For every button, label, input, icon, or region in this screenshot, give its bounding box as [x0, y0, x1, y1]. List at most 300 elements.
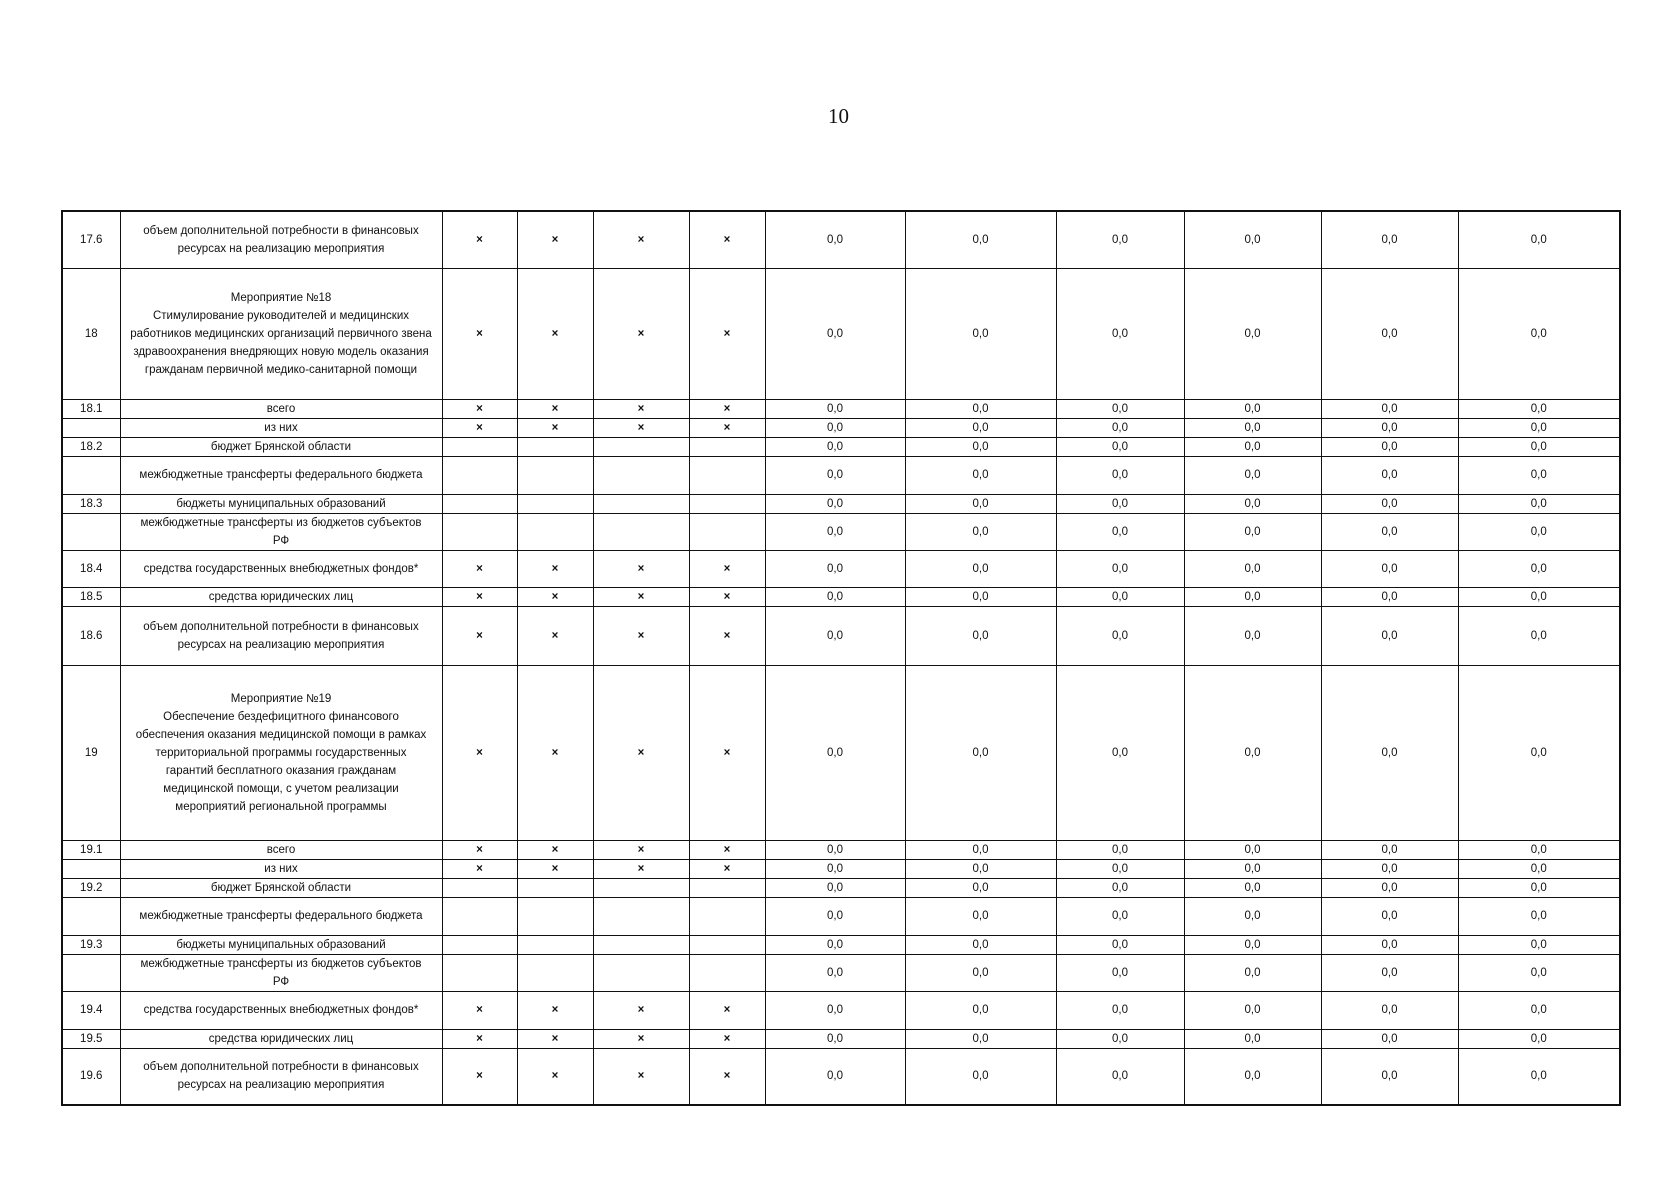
x-mark-cell: × [442, 1029, 517, 1048]
value-cell: 0,0 [1321, 665, 1458, 840]
x-mark-cell [442, 935, 517, 954]
value-cell: 0,0 [765, 897, 905, 935]
value-cell: 0,0 [1321, 268, 1458, 399]
description-line: всего [266, 402, 296, 415]
table-row [62, 954, 1620, 991]
x-mark-cell [517, 897, 593, 935]
value-cell: 0,0 [1056, 840, 1184, 859]
description-line: бюджет Брянской области [210, 440, 352, 453]
x-mark-cell [442, 878, 517, 897]
x-mark-cell: × [442, 587, 517, 606]
description-line: межбюджетные трансферты из бюджетов субъектов [140, 516, 422, 529]
value-cell: 0,0 [1184, 587, 1321, 606]
description-line: объем дополнительной потребности в финансовых [143, 620, 419, 633]
value-cell: 0,0 [1184, 606, 1321, 665]
value-cell: 0,0 [765, 859, 905, 878]
description-line: средства юридических лиц [208, 590, 354, 603]
value-cell: 0,0 [1184, 513, 1321, 550]
value-cell: 0,0 [905, 935, 1056, 954]
value-cell: 0,0 [1056, 954, 1184, 991]
x-mark-cell: × [442, 665, 517, 840]
row-description [120, 494, 442, 513]
value-cell: 0,0 [1184, 665, 1321, 840]
x-mark-cell [593, 878, 689, 897]
value-cell: 0,0 [1056, 606, 1184, 665]
table-row [62, 399, 1620, 418]
value-cell: 0,0 [1184, 418, 1321, 437]
table-row [62, 1029, 1620, 1048]
table-row [62, 550, 1620, 587]
value-cell: 0,0 [905, 587, 1056, 606]
description-line: гарантий бесплатного оказания гражданам [165, 764, 397, 777]
value-cell: 0,0 [1458, 1048, 1620, 1105]
description-line: ресурсах на реализацию мероприятия [177, 638, 385, 651]
row-description [120, 954, 442, 991]
value-cell: 0,0 [905, 878, 1056, 897]
value-cell: 0,0 [1056, 211, 1184, 268]
x-mark-cell: × [593, 268, 689, 399]
row-description [120, 513, 442, 550]
description-line: ресурсах на реализацию мероприятия [177, 242, 385, 255]
value-cell: 0,0 [1184, 840, 1321, 859]
x-mark-cell [517, 954, 593, 991]
row-number: 18 [62, 268, 120, 399]
value-cell: 0,0 [1458, 268, 1620, 399]
x-mark-cell: × [689, 418, 765, 437]
row-description [120, 268, 442, 399]
x-mark-cell: × [593, 550, 689, 587]
x-mark-cell [593, 437, 689, 456]
value-cell: 0,0 [765, 954, 905, 991]
x-mark-cell [442, 437, 517, 456]
table-row [62, 268, 1620, 399]
table-row [62, 437, 1620, 456]
row-description [120, 211, 442, 268]
value-cell: 0,0 [1056, 991, 1184, 1029]
x-mark-cell: × [442, 840, 517, 859]
value-cell: 0,0 [905, 399, 1056, 418]
value-cell: 0,0 [1184, 456, 1321, 494]
value-cell: 0,0 [765, 878, 905, 897]
value-cell: 0,0 [905, 954, 1056, 991]
x-mark-cell: × [517, 1048, 593, 1105]
value-cell: 0,0 [1321, 513, 1458, 550]
table-row [62, 211, 1620, 268]
value-cell: 0,0 [1056, 456, 1184, 494]
row-description [120, 456, 442, 494]
value-cell: 0,0 [1321, 897, 1458, 935]
row-number: 19.6 [62, 1048, 120, 1105]
value-cell: 0,0 [1321, 954, 1458, 991]
value-cell: 0,0 [1056, 437, 1184, 456]
x-mark-cell: × [442, 859, 517, 878]
x-mark-cell [517, 456, 593, 494]
value-cell: 0,0 [1458, 494, 1620, 513]
description-line: объем дополнительной потребности в финансовых [143, 224, 419, 237]
value-cell: 0,0 [1056, 587, 1184, 606]
description-line: ресурсах на реализацию мероприятия [177, 1079, 385, 1092]
x-mark-cell [517, 878, 593, 897]
x-mark-cell [689, 878, 765, 897]
description-line: средства юридических лиц [208, 1032, 354, 1045]
description-line: медицинской помощи, с учетом реализации [163, 782, 399, 795]
x-mark-cell: × [593, 859, 689, 878]
description-line: РФ [272, 975, 290, 988]
table-row [62, 840, 1620, 859]
description-line: Стимулирование руководителей и медицинских [152, 309, 410, 322]
x-mark-cell: × [517, 587, 593, 606]
table-row [62, 587, 1620, 606]
x-mark-cell: × [442, 268, 517, 399]
value-cell: 0,0 [765, 587, 905, 606]
value-cell: 0,0 [1458, 991, 1620, 1029]
value-cell: 0,0 [1184, 991, 1321, 1029]
value-cell: 0,0 [765, 935, 905, 954]
budget-table [61, 210, 1621, 1106]
row-number: 18.5 [62, 587, 120, 606]
row-description [120, 665, 442, 840]
value-cell: 0,0 [1184, 550, 1321, 587]
row-number: 18.3 [62, 494, 120, 513]
value-cell: 0,0 [1458, 418, 1620, 437]
row-description [120, 1048, 442, 1105]
x-mark-cell: × [689, 606, 765, 665]
description-line: здравоохранения внедряющих новую модель оказания [133, 345, 429, 358]
x-mark-cell: × [689, 1048, 765, 1105]
value-cell: 0,0 [1184, 494, 1321, 513]
x-mark-cell [517, 494, 593, 513]
value-cell: 0,0 [765, 1048, 905, 1105]
value-cell: 0,0 [1321, 1029, 1458, 1048]
row-description [120, 1029, 442, 1048]
value-cell: 0,0 [1184, 859, 1321, 878]
description-line: мероприятий региональной программы [175, 800, 387, 813]
value-cell: 0,0 [1458, 954, 1620, 991]
x-mark-cell [593, 935, 689, 954]
x-mark-cell [689, 954, 765, 991]
value-cell: 0,0 [765, 665, 905, 840]
value-cell: 0,0 [1184, 437, 1321, 456]
x-mark-cell: × [517, 859, 593, 878]
x-mark-cell: × [517, 399, 593, 418]
value-cell: 0,0 [905, 494, 1056, 513]
value-cell: 0,0 [905, 897, 1056, 935]
table-row [62, 991, 1620, 1029]
x-mark-cell: × [517, 606, 593, 665]
x-mark-cell [442, 494, 517, 513]
value-cell: 0,0 [1321, 859, 1458, 878]
description-line: средства государственных внебюджетных фондов* [143, 562, 419, 575]
description-line: бюджеты муниципальных образований [176, 938, 386, 951]
x-mark-cell [689, 494, 765, 513]
x-mark-cell: × [442, 606, 517, 665]
value-cell: 0,0 [1056, 665, 1184, 840]
description-line: из них [264, 862, 298, 875]
value-cell: 0,0 [1184, 954, 1321, 991]
x-mark-cell [689, 897, 765, 935]
value-cell: 0,0 [1056, 897, 1184, 935]
value-cell: 0,0 [1184, 1029, 1321, 1048]
x-mark-cell [517, 935, 593, 954]
value-cell: 0,0 [1458, 587, 1620, 606]
description-line: территориальной программы государственных [155, 746, 407, 759]
value-cell: 0,0 [1458, 878, 1620, 897]
value-cell: 0,0 [765, 494, 905, 513]
value-cell: 0,0 [1056, 494, 1184, 513]
x-mark-cell: × [442, 1048, 517, 1105]
table-row [62, 878, 1620, 897]
x-mark-cell [689, 437, 765, 456]
value-cell: 0,0 [765, 513, 905, 550]
row-number [62, 859, 120, 878]
value-cell: 0,0 [905, 456, 1056, 494]
row-description [120, 418, 442, 437]
value-cell: 0,0 [765, 606, 905, 665]
x-mark-cell: × [517, 550, 593, 587]
row-number: 19.2 [62, 878, 120, 897]
description-line: бюджеты муниципальных образований [176, 497, 386, 510]
page-number: 10 [828, 104, 849, 128]
x-mark-cell: × [689, 840, 765, 859]
row-number: 18.4 [62, 550, 120, 587]
x-mark-cell: × [689, 587, 765, 606]
x-mark-cell: × [593, 1048, 689, 1105]
x-mark-cell: × [517, 991, 593, 1029]
value-cell: 0,0 [1458, 665, 1620, 840]
x-mark-cell: × [593, 840, 689, 859]
row-number [62, 418, 120, 437]
value-cell: 0,0 [905, 606, 1056, 665]
value-cell: 0,0 [1458, 550, 1620, 587]
x-mark-cell: × [593, 418, 689, 437]
row-description [120, 991, 442, 1029]
value-cell: 0,0 [765, 437, 905, 456]
value-cell: 0,0 [905, 418, 1056, 437]
x-mark-cell [689, 456, 765, 494]
value-cell: 0,0 [765, 268, 905, 399]
row-number: 19.4 [62, 991, 120, 1029]
value-cell: 0,0 [1321, 494, 1458, 513]
value-cell: 0,0 [1458, 437, 1620, 456]
description-line: гражданам первичной медико-санитарной помощи [144, 363, 418, 376]
value-cell: 0,0 [1184, 268, 1321, 399]
x-mark-cell: × [517, 1029, 593, 1048]
x-mark-cell: × [689, 211, 765, 268]
row-number [62, 513, 120, 550]
row-number: 19.1 [62, 840, 120, 859]
value-cell: 0,0 [1321, 606, 1458, 665]
table-row [62, 418, 1620, 437]
row-description [120, 897, 442, 935]
x-mark-cell: × [689, 399, 765, 418]
x-mark-cell: × [689, 268, 765, 399]
description-line: межбюджетные трансферты федерального бюджета [139, 469, 423, 481]
value-cell: 0,0 [1321, 211, 1458, 268]
x-mark-cell [442, 456, 517, 494]
description-line: Обеспечение бездефицитного финансового [163, 710, 399, 723]
row-number [62, 456, 120, 494]
x-mark-cell: × [442, 399, 517, 418]
value-cell: 0,0 [1458, 456, 1620, 494]
value-cell: 0,0 [1056, 399, 1184, 418]
value-cell: 0,0 [1056, 1029, 1184, 1048]
value-cell: 0,0 [905, 1048, 1056, 1105]
row-number: 19.5 [62, 1029, 120, 1048]
value-cell: 0,0 [1184, 211, 1321, 268]
x-mark-cell [593, 456, 689, 494]
x-mark-cell: × [442, 991, 517, 1029]
row-description [120, 840, 442, 859]
value-cell: 0,0 [765, 399, 905, 418]
x-mark-cell: × [517, 418, 593, 437]
x-mark-cell [517, 437, 593, 456]
row-number [62, 897, 120, 935]
value-cell: 0,0 [1056, 1048, 1184, 1105]
value-cell: 0,0 [1458, 935, 1620, 954]
value-cell: 0,0 [765, 456, 905, 494]
x-mark-cell [689, 513, 765, 550]
table-row [62, 665, 1620, 840]
x-mark-cell: × [689, 991, 765, 1029]
value-cell: 0,0 [1184, 878, 1321, 897]
x-mark-cell: × [593, 399, 689, 418]
value-cell: 0,0 [1184, 935, 1321, 954]
x-mark-cell: × [689, 665, 765, 840]
x-mark-cell: × [593, 211, 689, 268]
x-mark-cell: × [442, 211, 517, 268]
x-mark-cell: × [442, 550, 517, 587]
value-cell: 0,0 [1056, 418, 1184, 437]
value-cell: 0,0 [905, 513, 1056, 550]
value-cell: 0,0 [1321, 935, 1458, 954]
value-cell: 0,0 [1184, 1048, 1321, 1105]
value-cell: 0,0 [1056, 550, 1184, 587]
value-cell: 0,0 [1458, 211, 1620, 268]
row-description [120, 878, 442, 897]
x-mark-cell [593, 954, 689, 991]
table-body [62, 211, 1620, 1105]
x-mark-cell: × [593, 665, 689, 840]
x-mark-cell: × [689, 859, 765, 878]
value-cell: 0,0 [1458, 513, 1620, 550]
value-cell: 0,0 [1321, 840, 1458, 859]
value-cell: 0,0 [1458, 859, 1620, 878]
description-line: РФ [272, 534, 290, 547]
value-cell: 0,0 [1321, 456, 1458, 494]
row-number: 17.6 [62, 211, 120, 268]
description-line: объем дополнительной потребности в финансовых [143, 1061, 419, 1074]
x-mark-cell: × [593, 587, 689, 606]
description-line: всего [266, 843, 296, 856]
value-cell: 0,0 [1458, 897, 1620, 935]
row-number: 19 [62, 665, 120, 840]
value-cell: 0,0 [765, 550, 905, 587]
description-line: из них [264, 421, 298, 434]
row-description [120, 606, 442, 665]
x-mark-cell [442, 513, 517, 550]
row-number: 18.6 [62, 606, 120, 665]
x-mark-cell: × [593, 606, 689, 665]
value-cell: 0,0 [905, 840, 1056, 859]
row-description [120, 587, 442, 606]
value-cell: 0,0 [765, 418, 905, 437]
value-cell: 0,0 [1458, 840, 1620, 859]
value-cell: 0,0 [765, 1029, 905, 1048]
table-row [62, 606, 1620, 665]
x-mark-cell [517, 513, 593, 550]
value-cell: 0,0 [905, 665, 1056, 840]
x-mark-cell [593, 494, 689, 513]
x-mark-cell [442, 954, 517, 991]
description-line: Мероприятие №19 [230, 692, 332, 705]
x-mark-cell [593, 897, 689, 935]
row-number: 18.1 [62, 399, 120, 418]
table-row [62, 513, 1620, 550]
x-mark-cell: × [517, 268, 593, 399]
value-cell: 0,0 [1321, 399, 1458, 418]
value-cell: 0,0 [905, 550, 1056, 587]
value-cell: 0,0 [1056, 513, 1184, 550]
x-mark-cell: × [442, 418, 517, 437]
value-cell: 0,0 [1056, 878, 1184, 897]
row-description [120, 550, 442, 587]
x-mark-cell: × [689, 1029, 765, 1048]
row-number: 18.2 [62, 437, 120, 456]
x-mark-cell: × [593, 1029, 689, 1048]
x-mark-cell: × [517, 211, 593, 268]
value-cell: 0,0 [1056, 859, 1184, 878]
table-row [62, 859, 1620, 878]
row-description [120, 437, 442, 456]
table-row [62, 456, 1620, 494]
description-line: Мероприятие №18 [230, 291, 332, 304]
description-line: бюджет Брянской области [210, 881, 352, 894]
row-number [62, 954, 120, 991]
value-cell: 0,0 [1458, 1029, 1620, 1048]
value-cell: 0,0 [1321, 991, 1458, 1029]
value-cell: 0,0 [905, 268, 1056, 399]
value-cell: 0,0 [1321, 1048, 1458, 1105]
row-description [120, 935, 442, 954]
x-mark-cell: × [689, 550, 765, 587]
table-row [62, 935, 1620, 954]
x-mark-cell: × [517, 840, 593, 859]
row-number: 19.3 [62, 935, 120, 954]
table-row [62, 494, 1620, 513]
value-cell: 0,0 [905, 859, 1056, 878]
value-cell: 0,0 [1321, 587, 1458, 606]
value-cell: 0,0 [1184, 897, 1321, 935]
x-mark-cell: × [593, 991, 689, 1029]
value-cell: 0,0 [1321, 418, 1458, 437]
value-cell: 0,0 [1321, 437, 1458, 456]
x-mark-cell: × [517, 665, 593, 840]
description-line: межбюджетные трансферты федерального бюджета [139, 910, 423, 922]
x-mark-cell [689, 935, 765, 954]
value-cell: 0,0 [1458, 399, 1620, 418]
value-cell: 0,0 [1056, 935, 1184, 954]
table-row [62, 1048, 1620, 1105]
description-line: работников медицинских организаций первичного звена [130, 327, 432, 340]
row-description [120, 859, 442, 878]
value-cell: 0,0 [1321, 878, 1458, 897]
value-cell: 0,0 [1321, 550, 1458, 587]
value-cell: 0,0 [905, 991, 1056, 1029]
row-description [120, 399, 442, 418]
value-cell: 0,0 [765, 991, 905, 1029]
value-cell: 0,0 [765, 211, 905, 268]
description-line: обеспечения оказания медицинской помощи в рамках [135, 728, 427, 741]
